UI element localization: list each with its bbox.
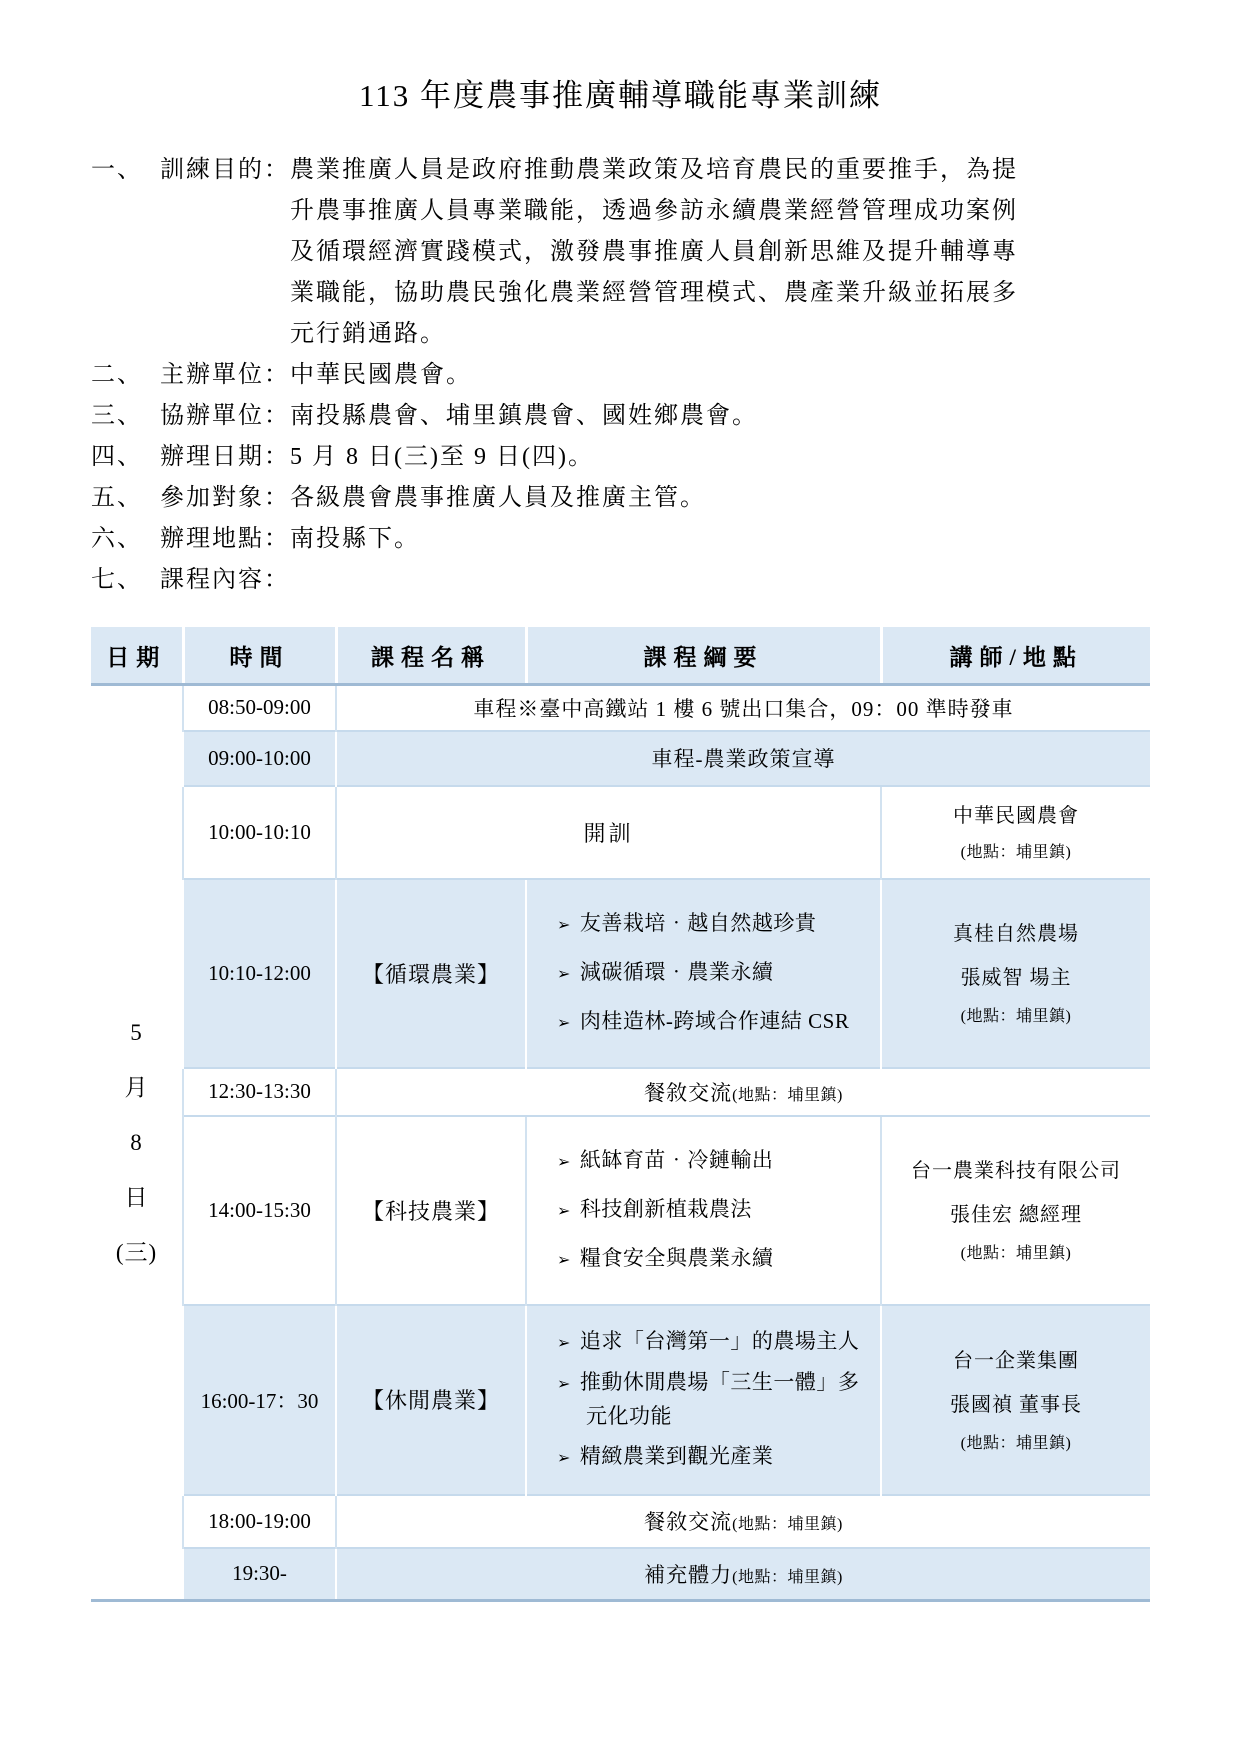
intro-item-heading: 辦理地點：: [160, 526, 290, 552]
intro-item-label: 四、: [91, 444, 143, 470]
column-header-5: 講師/地點: [881, 627, 1150, 685]
intro-item-line: 5 月 8 日(三)至 9 日(四)。: [290, 444, 594, 470]
outline-item: [557, 907, 876, 941]
outline-item-text: 紙缽育苗‧冷鏈輸出: [579, 1148, 774, 1172]
outline-item: [557, 1242, 876, 1276]
intro-list: [91, 150, 1150, 601]
activity-text: 車程-農業政策宣導: [651, 747, 836, 771]
date-cell: [91, 685, 183, 1601]
schedule-row: [91, 1305, 1150, 1495]
speaker-cell: [881, 879, 1150, 1068]
schedule-row: [91, 731, 1150, 786]
outline-item: [557, 1144, 876, 1178]
outline-item-text: 糧食安全與農業永續: [579, 1246, 774, 1270]
speaker-line: 台一企業集團: [953, 1349, 1079, 1372]
intro-item: [91, 437, 1150, 478]
intro-item-text: [160, 150, 1018, 355]
speaker-cell: [881, 1305, 1150, 1495]
outline-item: [557, 1440, 876, 1474]
intro-item-text: [160, 519, 420, 560]
intro-item-line: 南投縣下。: [290, 526, 420, 552]
time-cell: 18:00-19:00: [183, 1495, 336, 1548]
page-title: 113 年度農事推廣輔導職能專業訓練: [358, 78, 883, 113]
activity-location-text: (地點：埔里鎮): [732, 1568, 843, 1586]
outline-item-text: 減碳循環‧農業永續: [579, 960, 774, 984]
location-line: (地點：埔里鎮): [960, 1245, 1072, 1262]
activity-text: 車程※臺中高鐵站 1 樓 6 號出口集合，09：00 準時發車: [473, 696, 1014, 721]
date-char: 日: [124, 1185, 149, 1210]
intro-item-heading: 辦理日期：: [160, 444, 290, 470]
speaker-line: 中華民國農會: [953, 805, 1079, 827]
course-outline-cell: [526, 879, 881, 1068]
intro-item-heading: 主辦單位：: [160, 362, 290, 388]
schedule-table-body: [91, 685, 1150, 1601]
arrow-bullet-icon: ➢: [557, 1250, 571, 1269]
outline-item: [557, 956, 876, 990]
outline-item-text: 科技創新植栽農法: [579, 1197, 752, 1221]
column-header-2: 時間: [183, 627, 336, 685]
location-line: (地點：埔里鎮): [960, 1434, 1072, 1452]
time-cell: 14:00-15:30: [183, 1116, 336, 1305]
course-name-cell: 【循環農業】: [336, 879, 526, 1068]
outline-item: [557, 1193, 876, 1227]
course-outline-cell: [526, 1116, 881, 1305]
outline-item: [557, 1325, 876, 1359]
intro-item-heading: 課程內容：: [160, 567, 290, 593]
arrow-bullet-icon: ➢: [557, 964, 571, 983]
outline-item-text: 友善栽培‧越自然越珍貴: [579, 911, 817, 935]
intro-item-heading: 參加對象：: [160, 485, 290, 511]
intro-item: [91, 150, 1150, 355]
intro-item-label: 二、: [91, 362, 143, 388]
intro-item-line: 各級農會農事推廣人員及推廣主管。: [290, 485, 706, 511]
schedule-table-header: [91, 627, 1150, 685]
intro-item-text: [160, 560, 290, 601]
schedule-row: [91, 879, 1150, 1068]
outline-item: [557, 1005, 876, 1039]
speaker-line: 台一農業科技有限公司: [911, 1160, 1121, 1182]
intro-item-line: 升農事推廣人員專業職能，透過參訪永續農業經營管理成功案例: [290, 198, 1018, 224]
date-char: (三): [115, 1240, 158, 1265]
activity-cell: [336, 1068, 1150, 1116]
outline-list: [527, 1144, 880, 1276]
date-char: 5: [130, 1020, 143, 1045]
arrow-bullet-icon: ➢: [557, 1374, 571, 1393]
intro-item: [91, 560, 1150, 601]
header-row: [91, 627, 1150, 685]
arrow-bullet-icon: ➢: [557, 1448, 571, 1467]
course-name-cell: 【科技農業】: [336, 1116, 526, 1305]
activity-cell: [336, 731, 1150, 786]
schedule-row: [91, 1116, 1150, 1305]
column-header-3: 課程名稱: [336, 627, 526, 685]
intro-item: [91, 519, 1150, 560]
schedule-table: [91, 627, 1150, 1602]
ceremony-cell: 開訓: [336, 786, 881, 879]
intro-item-line: 農業推廣人員是政府推動農業政策及培育農民的重要推手，為提: [290, 157, 1018, 183]
intro-item-heading: 訓練目的：: [160, 157, 290, 183]
activity-cell: [336, 1495, 1150, 1548]
intro-item-text: [160, 396, 758, 437]
activity-location-text: (地點：埔里鎮): [732, 1086, 843, 1104]
activity-text: 餐敘交流: [644, 1080, 733, 1105]
date-char: 月: [124, 1075, 149, 1100]
speaker-line: 張國禎 董事長: [950, 1393, 1082, 1416]
time-cell: 10:00-10:10: [183, 786, 336, 879]
schedule-row: [91, 786, 1150, 879]
intro-item: [91, 478, 1150, 519]
intro-item-line: 業職能，協助農民強化農業經營管理模式、農產業升級並拓展多: [290, 280, 1018, 306]
location-line: (地點：埔里鎮): [960, 844, 1072, 861]
intro-item-label: 六、: [91, 526, 143, 552]
course-outline-cell: [526, 1305, 881, 1495]
intro-item-line: 及循環經濟實踐模式，激發農事推廣人員創新思維及提升輔導專: [290, 239, 1018, 265]
activity-location-text: (地點：埔里鎮): [732, 1516, 843, 1533]
intro-item-text: [160, 437, 594, 478]
intro-item-label: 三、: [91, 403, 143, 429]
schedule-row: [91, 1068, 1150, 1116]
outline-item-text: 精緻農業到觀光產業: [579, 1444, 774, 1468]
column-header-4: 課程綱要: [526, 627, 881, 685]
arrow-bullet-icon: ➢: [557, 1152, 571, 1171]
schedule-row: [91, 685, 1150, 731]
arrow-bullet-icon: ➢: [557, 1013, 571, 1032]
outline-item-text: 推動休閒農場「三生一體」多元化功能: [579, 1370, 860, 1428]
intro-item-line: 南投縣農會、埔里鎮農會、國姓鄉農會。: [290, 403, 758, 429]
speaker-cell: [881, 786, 1150, 879]
intro-item-label: 一、: [91, 157, 143, 183]
outline-item-text: 追求「台灣第一」的農場主人: [579, 1329, 860, 1353]
arrow-bullet-icon: ➢: [557, 1333, 571, 1352]
time-cell: 09:00-10:00: [183, 731, 336, 786]
speaker-line: 張威智 場主: [960, 967, 1072, 989]
outline-item-text: 肉桂造林-跨域合作連結 CSR: [579, 1009, 850, 1033]
intro-item-line: 元行銷通路。: [290, 321, 446, 347]
outline-list: [527, 1325, 880, 1474]
schedule-row: [91, 1548, 1150, 1601]
intro-item-text: [160, 355, 472, 396]
intro-item-label: 五、: [91, 485, 143, 511]
arrow-bullet-icon: ➢: [557, 915, 571, 934]
speaker-line: 張佳宏 總經理: [950, 1204, 1082, 1226]
intro-item-heading: 協辦單位：: [160, 403, 290, 429]
activity-text: 餐敘交流: [644, 1510, 733, 1534]
time-cell: 19:30-: [183, 1548, 336, 1601]
intro-item-label: 七、: [91, 567, 143, 593]
time-cell: 10:10-12:00: [183, 879, 336, 1068]
activity-cell: [336, 1548, 1150, 1601]
column-header-1: 日期: [91, 627, 183, 685]
intro-item: [91, 396, 1150, 437]
course-name-cell: 【休閒農業】: [336, 1305, 526, 1495]
time-cell: 16:00-17：30: [183, 1305, 336, 1495]
time-cell: 12:30-13:30: [183, 1068, 336, 1116]
schedule-row: [91, 1495, 1150, 1548]
arrow-bullet-icon: ➢: [557, 1201, 571, 1220]
intro-item: [91, 355, 1150, 396]
intro-item-line: 中華民國農會。: [290, 362, 472, 388]
intro-item-text: [160, 478, 706, 519]
time-cell: 08:50-09:00: [183, 685, 336, 731]
activity-text: 補充體力: [644, 1562, 733, 1587]
date-char: 8: [130, 1130, 143, 1155]
activity-cell: [336, 685, 1150, 731]
outline-item: [557, 1366, 876, 1433]
speaker-cell: [881, 1116, 1150, 1305]
outline-list: [527, 907, 880, 1039]
speaker-line: 真桂自然農場: [953, 923, 1079, 945]
location-line: (地點：埔里鎮): [960, 1008, 1072, 1025]
